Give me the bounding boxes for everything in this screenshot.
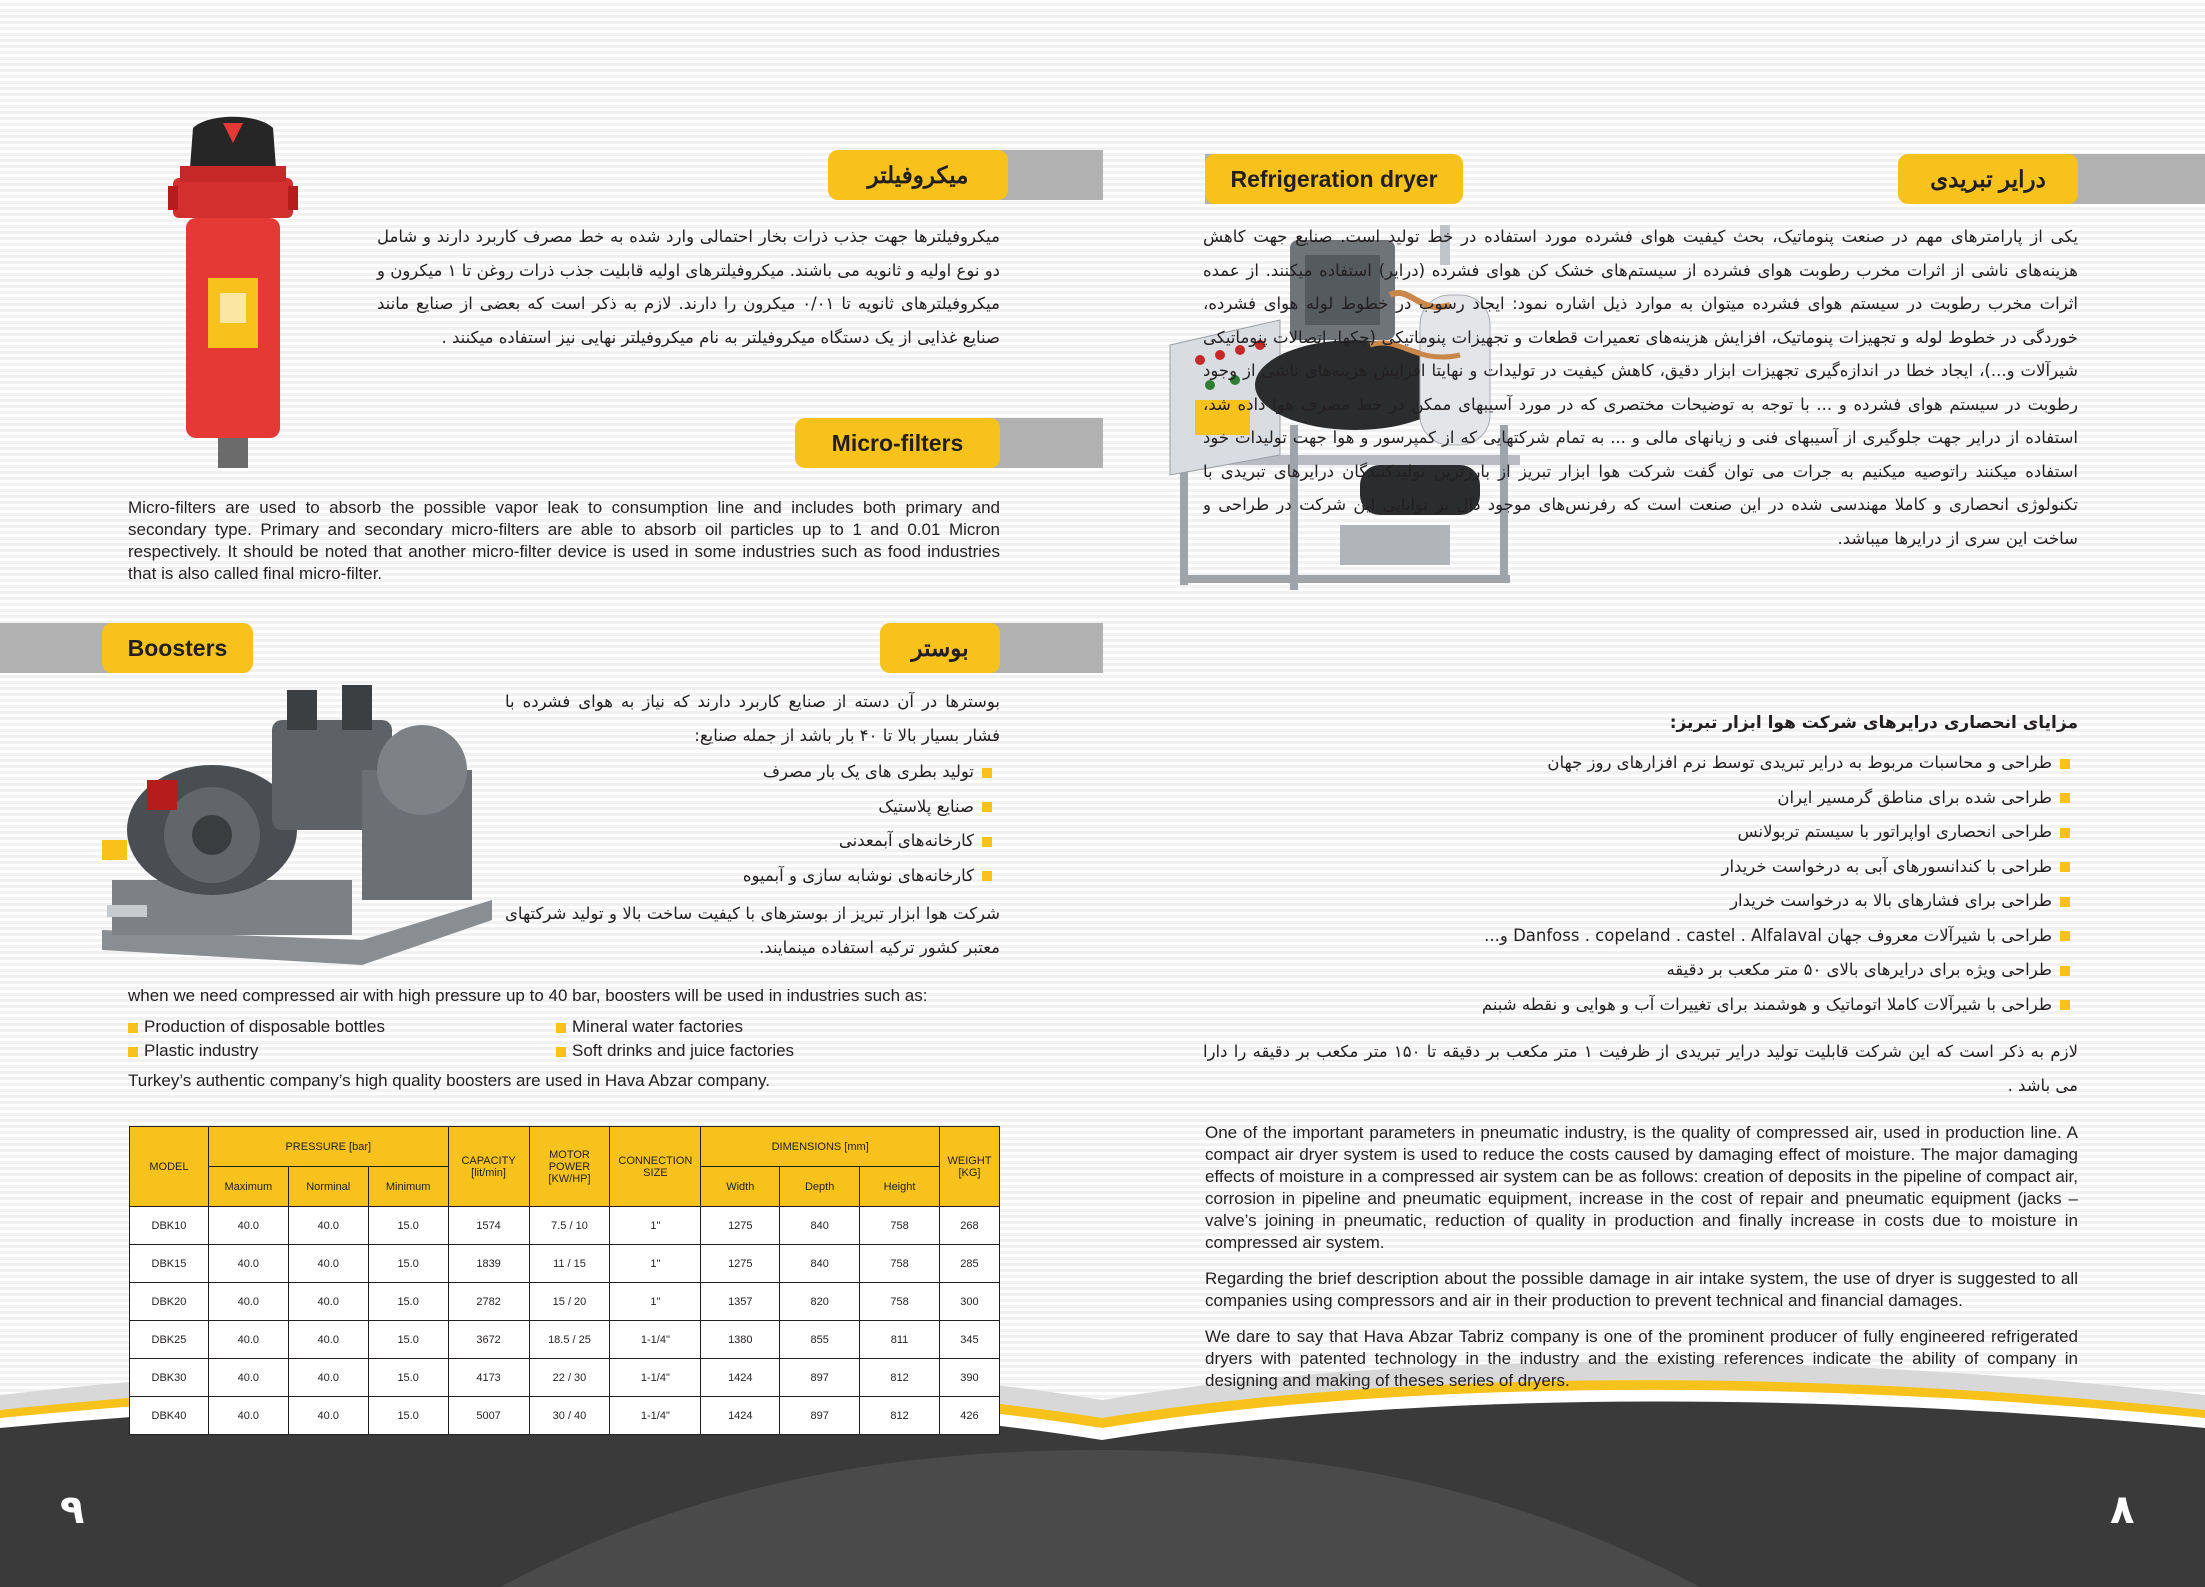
booster-fa-title: بوستر [880, 623, 1000, 673]
table-cell: 811 [860, 1321, 940, 1359]
bullet-icon [982, 802, 992, 812]
th-maximum: Maximum [208, 1167, 288, 1207]
advantage-item: طراحی انحصاری اواپراتور با سیستم تربولانس [1350, 815, 2078, 850]
bullet-icon [982, 768, 992, 778]
table-cell: 40.0 [208, 1283, 288, 1321]
dryer-fa-title-bar [1898, 154, 2205, 204]
table-cell: 15 / 20 [529, 1283, 610, 1321]
advantages-list [1350, 746, 2078, 1022]
booster-fa-title-bar [880, 623, 1103, 673]
booster-intro-fa: بوسترها در آن دسته از صنایع کاربرد دارند که نیاز به هوای فشرده با فشار بسیار بالا تا ۴۰ بار باشد از جمله صنایع: [505, 692, 1000, 745]
dryer-en-paragraph: One of the important parameters in pneumatic industry, is the quality of compressed air, used in production line. A compact air dryer system is used to reduce the costs caused by damaging effect of moisture. The major damaging effects of moisture in a compressed air system can be as follows: creation of deposits in the pipeline of compact air, corrosion in pipeline and pneumatic equipment, increase in the cost of repair and pneumatic equipment (jacks – valve’s joining in pneumatic, reduction of quality in production and finally increase in costs due to moisture in compressed air system. [1205, 1123, 2078, 1252]
table-cell: 840 [780, 1207, 860, 1245]
booster-en-list [128, 1015, 888, 1063]
table-cell: 758 [860, 1245, 940, 1283]
dryer-en-title-bar [1205, 154, 1463, 204]
table-cell: 1275 [701, 1245, 780, 1283]
bullet-icon [2060, 862, 2070, 872]
table-cell: 426 [939, 1397, 999, 1435]
table-cell: 1" [610, 1207, 701, 1245]
bullet-icon [982, 871, 992, 881]
table-cell: DBK10 [130, 1207, 209, 1245]
micro-filter-image [168, 108, 298, 478]
capacity-note: لازم به ذکر است که این شرکت قابلیت تولید درایر تبریدی از ظرفیت ۱ متر مکعب بر دقیقه تا ۱۵۰ متر مکعب بر دقیقه را دارا می باشد . [1203, 1042, 2078, 1095]
microfilter-fa-body: میکروفیلترها جهت جذب ذرات بخار احتمالی وارد شده به خط مصرف کاربرد دارند و شامل دو نوع اولیه و ثانویه می باشند. میکروفیلترهای اولیه قابلیت جذب ذرات روغن تا ۱ میکرون و میکروفیلترهای ثانویه تا ۰/۰۱ میکرون را دارند. لازم به ذکر است که بعضی از صنایع مانند صنایع غذایی از یک دستگاه میکروفیلتر به نام میکروفیلتر نهایی نیز استفاده میکنند . [377, 227, 1001, 347]
table-cell: DBK40 [130, 1397, 209, 1435]
table-cell: 1-1/4" [610, 1397, 701, 1435]
th-model: MODEL [130, 1127, 209, 1207]
table-cell: 4173 [448, 1359, 529, 1397]
table-cell: 40.0 [288, 1283, 368, 1321]
advantage-item: طراحی برای فشارهای بالا به درخواست خریدار [1350, 884, 2078, 919]
booster-fa-list [600, 755, 1000, 893]
microfilter-en-title: Micro-filters [795, 418, 1000, 468]
table-cell: DBK15 [130, 1245, 209, 1283]
table-cell: 15.0 [368, 1283, 448, 1321]
table-cell: 1275 [701, 1207, 780, 1245]
table-cell: 40.0 [288, 1397, 368, 1435]
th-nominal: Norminal [288, 1167, 368, 1207]
booster-fa-item: تولید بطری های یک بار مصرف [600, 755, 1000, 790]
booster-en-item: Soft drinks and juice factories [556, 1039, 794, 1063]
table-cell: 840 [780, 1245, 860, 1283]
table-cell: 1380 [701, 1321, 780, 1359]
table-cell: 5007 [448, 1397, 529, 1435]
bullet-icon [128, 1023, 138, 1033]
advantage-item: طراحی و محاسبات مربوط به درایر تبریدی توسط نرم افزارهای روز جهان [1350, 746, 2078, 781]
table-cell: 40.0 [208, 1321, 288, 1359]
spec-table-body [130, 1207, 1000, 1435]
bullet-icon [128, 1047, 138, 1057]
table-cell: 1" [610, 1283, 701, 1321]
dryer-fa-body: یکی از پارامترهای مهم در صنعت پنوماتیک، بحث کیفیت هوای فشرده مورد استفاده در خط تولید است. صنایع جهت کاهش هزینه‌های ناشی از اثرات مخرب رطوبت هوای فشرده از سیستم‌های خشک کن هوای فشرده (درایر) استفاده میکنند. از عمده اثرات مخرب رطوبت در سیستم هوای فشرده میتوان به موارد ذیل اشاره نمود: ایجاد رسوب در خطوط لوله هوای فشرده، خوردگی در خطوط لوله و تجهیزات پنوماتیک، افزایش هزینه‌های تعمیرات قطعات و تجهیزات پنوماتیکی (جکها، اتصالات پنوماتیکی شیرآلات و...)، ایجاد خطا در اندازه‌گیری تجهیزات ابزار دقیق، کاهش کیفیت در تولیدات و نهایتا افزایش هزینه‌های ناشی از وجود رطوبت در سیستم هوای فشرده و ... با توجه به توضیحات مختصری که در مورد آسیبهای ممکن در خط مصرف هوا داده شد، استفاده از درایر جهت جلوگیری از آسیبهای فنی و زیانهای مالی و ... به تمام شرکتهایی که از کمپرسور و هوا جهت تولیدات خود استفاده میکنند راتوصیه میکنیم به جرات می توان گفت شرکت هوا ابزار تبریز از بارزترین تولیدکنندگان درایرهای تبریدی با تکنولوژی انحصاری و کاملا مهندسی شده در این صنعت است که رفرنس‌های موجود دال بر توانایی این شرکت در طراحی و ساخت این سری از درایرها میباشد. [1203, 227, 2078, 548]
table-cell: 40.0 [288, 1207, 368, 1245]
table-cell: 300 [939, 1283, 999, 1321]
table-cell: 1424 [701, 1397, 780, 1435]
booster-fa-item: کارخانه‌های آبمعدنی [600, 824, 1000, 859]
table-row [130, 1283, 1000, 1321]
table-cell: 758 [860, 1207, 940, 1245]
advantages-title: مزایای انحصاری درایرهای شرکت هوا ابزار تبریز: [1669, 713, 2078, 733]
th-depth: Depth [780, 1167, 860, 1207]
microfilter-en-body: Micro-filters are used to absorb the possible vapor leak to consumption line and includes both primary and secondary type. Primary and secondary micro-filters are able to absorb oil particles up to 1 and 0.01 Micron respectively. It should be noted that another micro-filter device is used in some industries such as food industries that is also called final micro-filter. [128, 498, 1000, 583]
table-cell: 18.5 / 25 [529, 1321, 610, 1359]
table-cell: 268 [939, 1207, 999, 1245]
booster-fa-item: صنایع پلاستیک [600, 790, 1000, 825]
table-cell: 897 [780, 1397, 860, 1435]
th-height: Height [860, 1167, 940, 1207]
booster-en-item: Production of disposable bottles [128, 1015, 556, 1039]
bullet-icon [2060, 828, 2070, 838]
bullet-icon [556, 1047, 566, 1057]
table-cell: 2782 [448, 1283, 529, 1321]
table-cell: 820 [780, 1283, 860, 1321]
table-cell: 11 / 15 [529, 1245, 610, 1283]
advantage-item: طراحی با شیرآلات کاملا اتوماتیک و هوشمند برای تغییرات آب و هوایی و نقطه شبنم [1350, 988, 2078, 1023]
th-weight: WEIGHT [KG] [939, 1127, 999, 1207]
booster-outro-fa: شرکت هوا ابزار تبریز از بوسترهای با کیفیت ساخت بالا و تولید شرکتهای معتبر کشور ترکیه استفاده مینمایند. [505, 904, 1000, 957]
th-minimum: Minimum [368, 1167, 448, 1207]
booster-intro-en: when we need compressed air with high pressure up to 40 bar, boosters will be used in industries such as: [128, 986, 928, 1005]
table-cell: 40.0 [208, 1245, 288, 1283]
table-row [130, 1207, 1000, 1245]
table-cell: 345 [939, 1321, 999, 1359]
table-cell: 285 [939, 1245, 999, 1283]
table-cell: 855 [780, 1321, 860, 1359]
booster-fa-item: کارخانه‌های نوشابه سازی و آبمیوه [600, 859, 1000, 894]
booster-en-item: Plastic industry [128, 1039, 556, 1063]
th-width: Width [701, 1167, 780, 1207]
table-cell: 40.0 [288, 1359, 368, 1397]
table-cell: 1357 [701, 1283, 780, 1321]
booster-en-item: Mineral water factories [556, 1015, 743, 1039]
table-cell: 40.0 [208, 1397, 288, 1435]
microfilter-fa-title-bar [828, 150, 1103, 200]
th-capacity: CAPACITY [lit/min] [448, 1127, 529, 1207]
dryer-en-title: Refrigeration dryer [1205, 154, 1463, 204]
table-cell: 40.0 [288, 1245, 368, 1283]
booster-image [102, 680, 492, 970]
table-row [130, 1245, 1000, 1283]
table-cell: 15.0 [368, 1321, 448, 1359]
table-cell: 40.0 [208, 1207, 288, 1245]
bullet-icon [2060, 897, 2070, 907]
bullet-icon [2060, 1000, 2070, 1010]
booster-en-title-bar [0, 623, 253, 673]
table-row [130, 1397, 1000, 1435]
table-cell: 758 [860, 1283, 940, 1321]
table-cell: 812 [860, 1359, 940, 1397]
table-cell: 1-1/4" [610, 1321, 701, 1359]
page-number-left: ۹ [60, 1487, 85, 1533]
table-cell: DBK30 [130, 1359, 209, 1397]
booster-en-title: Boosters [102, 623, 253, 673]
th-motor: MOTOR POWER [KW/HP] [529, 1127, 610, 1207]
advantage-item: طراحی شده برای مناطق گرمسیر ایران [1350, 781, 2078, 816]
table-cell: 897 [780, 1359, 860, 1397]
page-number-right: ۸ [2110, 1487, 2135, 1533]
table-cell: 15.0 [368, 1207, 448, 1245]
booster-outro-en: Turkey’s authentic company’s high quality boosters are used in Hava Abzar company. [128, 1071, 770, 1090]
table-cell: 15.0 [368, 1397, 448, 1435]
table-cell: 22 / 30 [529, 1359, 610, 1397]
table-cell: 7.5 / 10 [529, 1207, 610, 1245]
bullet-icon [2060, 931, 2070, 941]
bullet-icon [2060, 966, 2070, 976]
table-row [130, 1321, 1000, 1359]
bullet-icon [2060, 793, 2070, 803]
table-cell: 40.0 [288, 1321, 368, 1359]
table-cell: 1" [610, 1245, 701, 1283]
table-cell: 3672 [448, 1321, 529, 1359]
table-cell: 390 [939, 1359, 999, 1397]
table-cell: DBK20 [130, 1283, 209, 1321]
booster-spec-table [129, 1126, 1000, 1435]
th-dimensions: DIMENSIONS [mm] [701, 1127, 940, 1167]
th-pressure: PRESSURE [bar] [208, 1127, 448, 1167]
th-connection: CONNECTION SIZE [610, 1127, 701, 1207]
table-cell: 1839 [448, 1245, 529, 1283]
table-cell: 1424 [701, 1359, 780, 1397]
table-row [130, 1359, 1000, 1397]
table-cell: 30 / 40 [529, 1397, 610, 1435]
microfilter-fa-title: میکروفیلتر [828, 150, 1008, 200]
advantage-item: طراحی ویژه برای درایرهای بالای ۵۰ متر مکعب بر دقیقه [1350, 953, 2078, 988]
bullet-icon [982, 837, 992, 847]
table-cell: 1574 [448, 1207, 529, 1245]
microfilter-en-title-bar [795, 418, 1103, 468]
advantage-item: طراحی با شیرآلات معروف جهان Danfoss . copeland . castel . Alfalaval و... [1350, 919, 2078, 954]
bullet-icon [2060, 759, 2070, 769]
advantage-item: طراحی با کندانسورهای آبی به درخواست خریدار [1350, 850, 2078, 885]
dryer-fa-title: درایر تبریدی [1898, 154, 2078, 204]
table-cell: 812 [860, 1397, 940, 1435]
dryer-en-body [1205, 1122, 2078, 1392]
table-cell: DBK25 [130, 1321, 209, 1359]
bullet-icon [556, 1023, 566, 1033]
table-cell: 1-1/4" [610, 1359, 701, 1397]
dryer-en-paragraph: We dare to say that Hava Abzar Tabriz company is one of the prominent producer of fully engineered refrigerated dryers with patented technology in the industry and the existing references indicate the ability of company in designing and making of theses series of dryers. [1205, 1327, 2078, 1390]
table-cell: 40.0 [208, 1359, 288, 1397]
dryer-en-paragraph: Regarding the brief description about the possible damage in air intake system, the use of dryer is suggested to all companies using compressors and air in their production to prevent technical and financial damages. [1205, 1269, 2078, 1310]
table-cell: 15.0 [368, 1245, 448, 1283]
table-cell: 15.0 [368, 1359, 448, 1397]
